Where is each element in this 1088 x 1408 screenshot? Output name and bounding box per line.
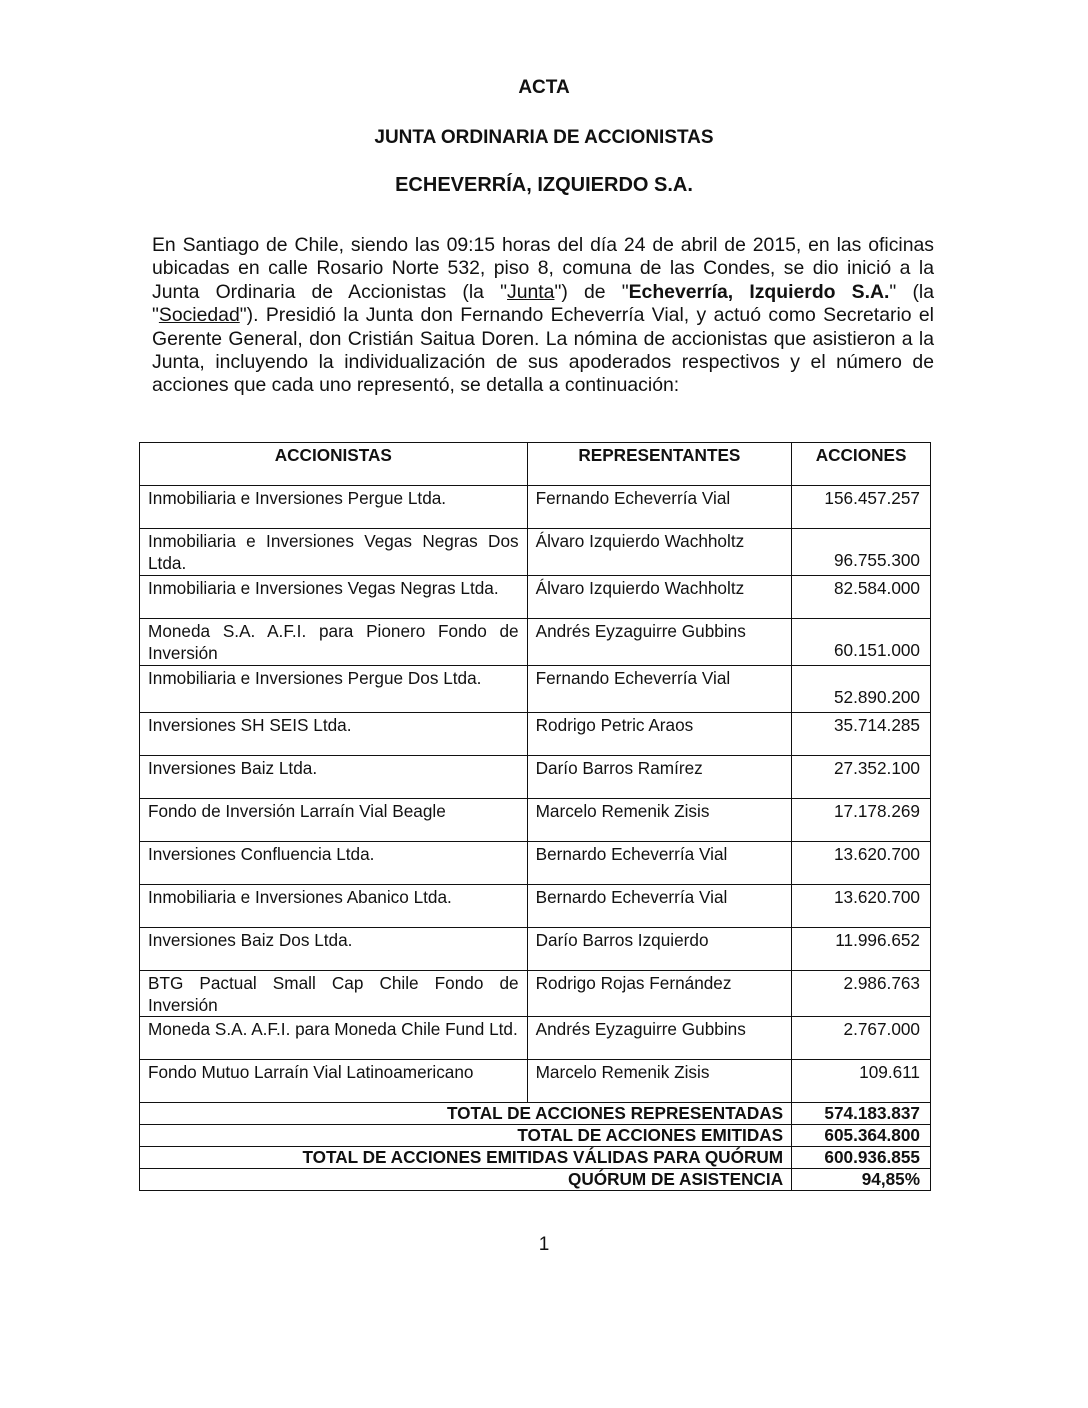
table-row: [140, 842, 931, 885]
company-name: ECHEVERRÍA, IZQUIERDO S.A.: [395, 174, 693, 196]
acciones-cell: 52.890.200: [792, 666, 931, 713]
intro-text: " (la ": [152, 280, 935, 327]
acciones-cell: 2.986.763: [792, 971, 931, 1017]
accionista-cell: Inmobiliaria e Inversiones Pergue Ltda.: [140, 486, 528, 529]
page-number: 1: [538, 1234, 550, 1255]
table-row: [140, 619, 931, 666]
representante-cell: Rodrigo Petric Araos: [527, 713, 792, 756]
total-value: 94,85%: [792, 1169, 931, 1191]
representante-cell: Marcelo Remenik Zisis: [527, 1060, 792, 1103]
accionista-cell: Inmobiliaria e Inversiones Pergue Dos Ltda.: [140, 666, 528, 713]
total-label: QUÓRUM DE ASISTENCIA: [140, 1169, 792, 1191]
representante-cell: Bernardo Echeverría Vial: [527, 842, 792, 885]
column-header-acciones: ACCIONES: [792, 443, 931, 486]
accionista-cell: Fondo Mutuo Larraín Vial Latinoamericano: [140, 1060, 528, 1103]
accionista-cell: Inmobiliaria e Inversiones Vegas Negras Dos Ltda.: [140, 529, 528, 576]
acciones-cell: 35.714.285: [792, 713, 931, 756]
accionista-cell: Inversiones Baiz Dos Ltda.: [140, 928, 528, 971]
intro-text: ") de ": [554, 280, 629, 303]
intro-text: En Santiago de Chile, siendo las 09:15 horas del día 24 de abril de 2015, en las oficinas ubicadas en calle Rosario Norte 532, piso 8, comuna de las Condes, se dio inició a la Junta Ordinaria de Accionistas (la ": [152, 234, 934, 303]
accionista-cell: Fondo de Inversión Larraín Vial Beagle: [140, 799, 528, 842]
company-bold: Echeverría, Izquierdo S.A.: [628, 280, 890, 303]
table-row: [140, 756, 931, 799]
accionista-cell: Inmobiliaria e Inversiones Abanico Ltda.: [140, 885, 528, 928]
total-label: TOTAL DE ACCIONES EMITIDAS VÁLIDAS PARA QUÓRUM: [140, 1147, 792, 1169]
acciones-cell: 96.755.300: [792, 529, 931, 576]
totals-row: [140, 1103, 931, 1125]
total-value: 605.364.800: [792, 1125, 931, 1147]
representante-cell: Andrés Eyzaguirre Gubbins: [527, 1017, 792, 1060]
totals-row: [140, 1169, 931, 1191]
accionista-cell: Inmobiliaria e Inversiones Vegas Negras Ltda.: [140, 576, 528, 619]
representante-cell: Andrés Eyzaguirre Gubbins: [527, 619, 792, 666]
accionista-cell: Moneda S.A. A.F.I. para Pionero Fondo de Inversión: [140, 619, 528, 666]
representante-cell: Fernando Echeverría Vial: [527, 666, 792, 713]
table-row: [140, 1017, 931, 1060]
table-row: [140, 713, 931, 756]
total-label: TOTAL DE ACCIONES REPRESENTADAS: [140, 1103, 792, 1125]
accionista-cell: Moneda S.A. A.F.I. para Moneda Chile Fund Ltd.: [140, 1017, 528, 1060]
table-row: [140, 576, 931, 619]
acciones-cell: 2.767.000: [792, 1017, 931, 1060]
accionista-cell: Inversiones Baiz Ltda.: [140, 756, 528, 799]
acciones-cell: 60.151.000: [792, 619, 931, 666]
shareholders-table: [139, 442, 931, 1191]
representante-cell: Darío Barros Ramírez: [527, 756, 792, 799]
representante-cell: Álvaro Izquierdo Wachholtz: [527, 576, 792, 619]
table-row: [140, 666, 931, 713]
total-value: 600.936.855: [792, 1147, 931, 1169]
acciones-cell: 17.178.269: [792, 799, 931, 842]
accionista-cell: BTG Pactual Small Cap Chile Fondo de Inversión: [140, 971, 528, 1017]
table-row: [140, 529, 931, 576]
representante-cell: Álvaro Izquierdo Wachholtz: [527, 529, 792, 576]
total-label: TOTAL DE ACCIONES EMITIDAS: [140, 1125, 792, 1147]
acciones-cell: 13.620.700: [792, 885, 931, 928]
document-subtitle: JUNTA ORDINARIA DE ACCIONISTAS: [374, 127, 714, 148]
accionista-cell: Inversiones SH SEIS Ltda.: [140, 713, 528, 756]
junta-term: Junta: [507, 280, 555, 303]
totals-row: [140, 1147, 931, 1169]
representante-cell: Marcelo Remenik Zisis: [527, 799, 792, 842]
document-title: ACTA: [518, 77, 570, 98]
total-value: 574.183.837: [792, 1103, 931, 1125]
accionista-cell: Inversiones Confluencia Ltda.: [140, 842, 528, 885]
sociedad-term: Sociedad: [158, 304, 240, 327]
acciones-cell: 27.352.100: [792, 756, 931, 799]
representante-cell: Fernando Echeverría Vial: [527, 486, 792, 529]
column-header-representantes: REPRESENTANTES: [527, 443, 792, 486]
table-row: [140, 1060, 931, 1103]
acciones-cell: 11.996.652: [792, 928, 931, 971]
representante-cell: Darío Barros Izquierdo: [527, 928, 792, 971]
table-row: [140, 799, 931, 842]
totals-row: [140, 1125, 931, 1147]
table-row: [140, 885, 931, 928]
acciones-cell: 13.620.700: [792, 842, 931, 885]
table-header-row: [140, 443, 931, 486]
representante-cell: Bernardo Echeverría Vial: [527, 885, 792, 928]
acciones-cell: 82.584.000: [792, 576, 931, 619]
column-header-accionistas: ACCIONISTAS: [140, 443, 528, 486]
intro-text: "). Presidió la Junta don Fernando Echeverría Vial, y actuó como Secretario el Gerente General, don Cristián Saitua Doren. La nómina de accionistas que asistieron a la Junta, incluyendo la individualización de sus apoderados respectivos y el número de acciones que cada uno representó, se detalla a continuación:: [152, 304, 934, 397]
table-row: [140, 971, 931, 1017]
table-row: [140, 486, 931, 529]
acciones-cell: 109.611: [792, 1060, 931, 1103]
representante-cell: Rodrigo Rojas Fernández: [527, 971, 792, 1017]
intro-paragraph: [152, 234, 934, 398]
table-row: [140, 928, 931, 971]
acciones-cell: 156.457.257: [792, 486, 931, 529]
